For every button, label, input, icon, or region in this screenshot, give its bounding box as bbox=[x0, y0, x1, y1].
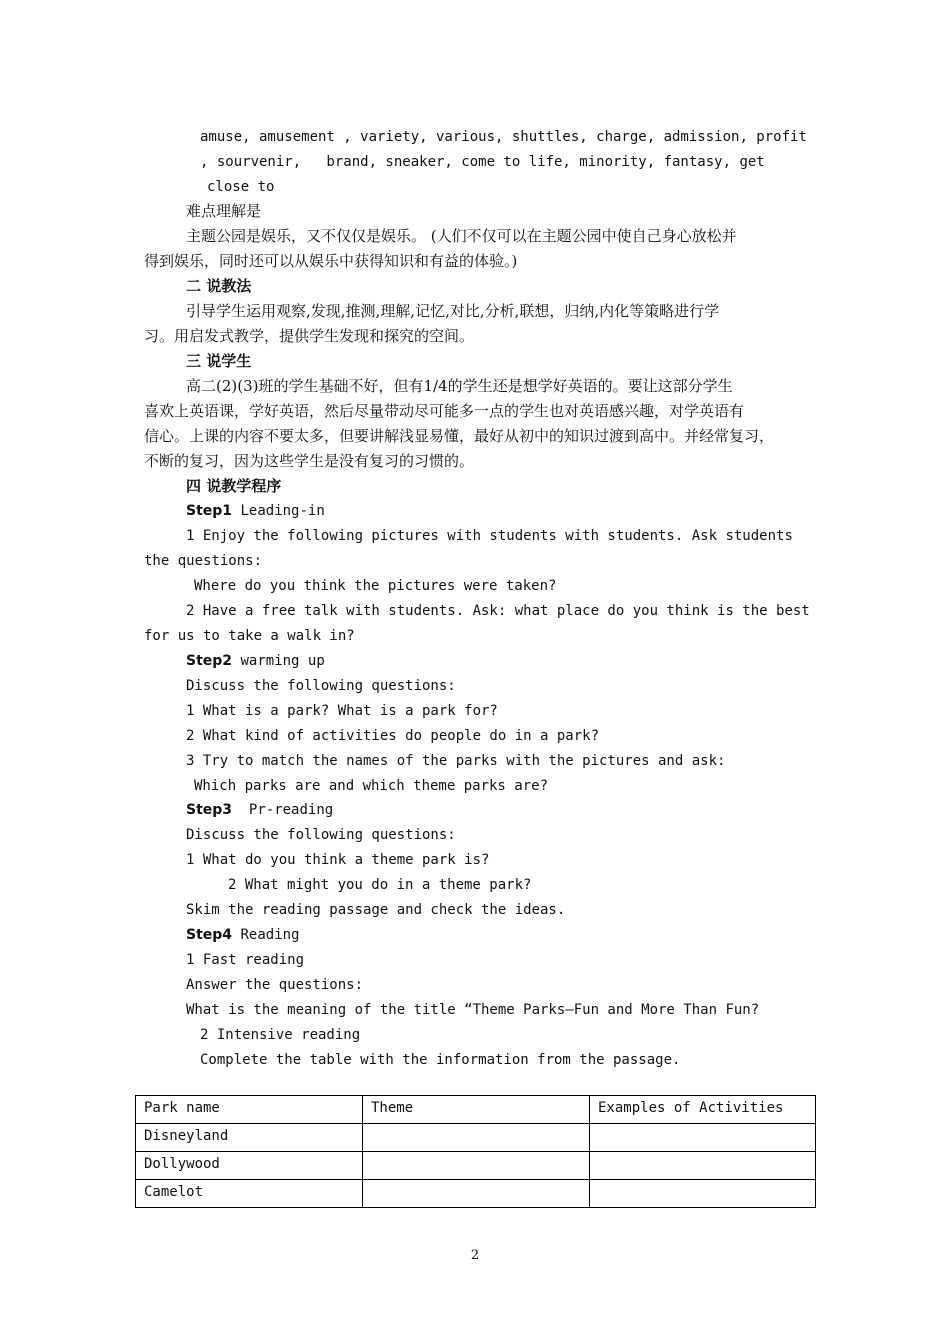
step3-skim: Skim the reading passage and check the ideas. bbox=[186, 902, 566, 918]
table-cell: Dollywood bbox=[136, 1152, 363, 1180]
step1-item1b: the questions: bbox=[144, 553, 263, 569]
step3-line bbox=[186, 801, 333, 819]
step1-item2b: for us to take a walk in? bbox=[144, 628, 355, 644]
step3-q2: 2 What might you do in a theme park? bbox=[228, 877, 532, 893]
table-cell bbox=[363, 1152, 590, 1180]
table-header-row bbox=[136, 1096, 816, 1124]
difficulty-text-2: 得到娱乐，同时还可以从娱乐中获得知识和有益的体验。) bbox=[144, 252, 518, 270]
table-cell: Camelot bbox=[136, 1180, 363, 1208]
step1-label: Step1 bbox=[186, 503, 233, 519]
table-header-cell: Examples of Activities bbox=[590, 1096, 816, 1124]
step2-line bbox=[186, 652, 325, 670]
difficulty-heading: 难点理解是 bbox=[186, 202, 262, 220]
step3-intro: Discuss the following questions: bbox=[186, 827, 456, 843]
step2-title: warming up bbox=[232, 653, 325, 669]
table-cell: Disneyland bbox=[136, 1124, 363, 1152]
step3-title: Pr-reading bbox=[232, 802, 334, 818]
step2-intro: Discuss the following questions: bbox=[186, 678, 456, 694]
step2-q2: 2 What kind of activities do people do in a park? bbox=[186, 728, 600, 744]
step1-line bbox=[186, 502, 325, 520]
step2-q3: 3 Try to match the names of the parks with the pictures and ask: bbox=[186, 753, 726, 769]
step4-label: Step4 bbox=[186, 927, 233, 943]
table-header-cell: Park name bbox=[136, 1096, 363, 1124]
parks-table bbox=[135, 1095, 816, 1208]
section3-text-3: 信心。上课的内容不要太多，但要讲解浅显易懂，最好从初中的知识过渡到高中。并经常复习， bbox=[144, 427, 775, 445]
vocab-line-3: close to bbox=[207, 179, 275, 195]
section3-heading: 三 说学生 bbox=[186, 352, 252, 370]
table-cell bbox=[363, 1124, 590, 1152]
table-cell bbox=[590, 1124, 816, 1152]
step3-q1: 1 What do you think a theme park is? bbox=[186, 852, 490, 868]
section2-heading: 二 说教法 bbox=[186, 277, 252, 295]
step2-q3b: Which parks are and which theme parks are? bbox=[194, 778, 549, 794]
step1-question: Where do you think the pictures were taken? bbox=[194, 578, 557, 594]
section3-text-1: 高二(2)(3)班的学生基础不好，但有1/4的学生还是想学好英语的。要让这部分学生 bbox=[186, 377, 733, 395]
section2-text-1: 引导学生运用观察,发现,推测,理解,记忆,对比,分析,联想，归纳,内化等策略进行学 bbox=[186, 302, 720, 320]
page-number: 2 bbox=[470, 1248, 480, 1263]
step4-answer: Answer the questions: bbox=[186, 977, 364, 993]
difficulty-text-1: 主题公园是娱乐，又不仅仅是娱乐。 (人们不仅可以在主题公园中使自己身心放松并 bbox=[186, 227, 737, 245]
step4-question: What is the meaning of the title “Theme Parks—Fun and More Than Fun? bbox=[186, 1002, 760, 1018]
step4-complete: Complete the table with the information from the passage. bbox=[200, 1052, 681, 1068]
step3-label: Step3 bbox=[186, 802, 233, 818]
step1-item1a: 1 Enjoy the following pictures with students with students. Ask students bbox=[186, 528, 793, 544]
table-row bbox=[136, 1180, 816, 1208]
table-cell bbox=[590, 1152, 816, 1180]
step1-item2a: 2 Have a free talk with students. Ask: what place do you think is the best bbox=[186, 603, 810, 619]
step2-label: Step2 bbox=[186, 653, 233, 669]
step4-intensive: 2 Intensive reading bbox=[200, 1027, 361, 1043]
table-row bbox=[136, 1124, 816, 1152]
table-cell bbox=[363, 1180, 590, 1208]
table-row bbox=[136, 1152, 816, 1180]
step1-title: Leading-in bbox=[232, 503, 325, 519]
step4-fast: 1 Fast reading bbox=[186, 952, 305, 968]
section3-text-4: 不断的复习，因为这些学生是没有复习的习惯的。 bbox=[144, 452, 475, 470]
table-header-cell: Theme bbox=[363, 1096, 590, 1124]
vocab-line-2: , sourvenir, brand, sneaker, come to life, minority, fantasy, get bbox=[200, 154, 765, 170]
step4-title: Reading bbox=[232, 927, 300, 943]
section4-heading: 四 说教学程序 bbox=[186, 477, 282, 495]
step2-q1: 1 What is a park? What is a park for? bbox=[186, 703, 498, 719]
table-cell bbox=[590, 1180, 816, 1208]
step4-line bbox=[186, 926, 299, 944]
section3-text-2: 喜欢上英语课，学好英语，然后尽量带动尽可能多一点的学生也对英语感兴趣，对学英语有 bbox=[144, 402, 745, 420]
vocab-line-1: amuse, amusement , variety, various, shuttles, charge, admission, profit bbox=[200, 129, 807, 145]
section2-text-2: 习。用启发式教学，提供学生发现和探究的空间。 bbox=[144, 327, 475, 345]
